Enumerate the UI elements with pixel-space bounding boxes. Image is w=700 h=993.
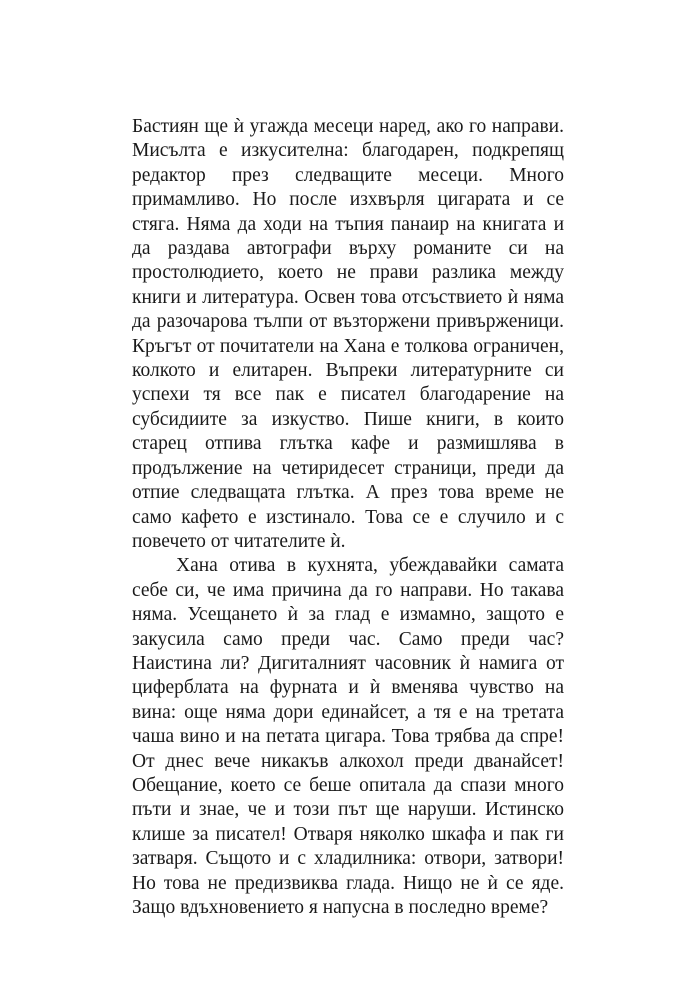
paragraph-1: Бастиян ще ѝ угажда месеци наред, ако го направи. Мисълта е изкусителна: благодарен, подкрепящ редактор през следващите месеци. Много примамливо. Но после изхвърля цигарата и се стяга. Няма да ходи на тъпия панаир на книгата и да раздава автографи върху романите си на простолюдието, което не прави разлика между книги и литература. Освен това отсъствието ѝ няма да разочарова тълпи от възторжени привърженици. Кръгът от почитатели на Хана е толкова ограничен, колкото и елитарен. Въпреки литературните си успехи тя все пак е писател благодарение на субсидиите за изкуство. Пише книги, в които старец отпива глътка кафе и размишлява в продължение на четиридесет страници, преди да отпие следващата глътка. А през това време не само кафето е изстинало. Това се е случило и с повечето от читателите ѝ. — [132, 116, 564, 552]
paragraph-2: Хана отива в кухнята, убеждавайки самата себе си, че има причина да го направи. Но такава няма. Усещането ѝ за глад е измамно, защото е закусила само преди час. Само преди час? Наистина ли? Дигиталният часовник ѝ намига от циферблата на фурната и ѝ вменява чувство на вина: още няма дори единайсет, а тя е на третата чаша вино и на петата цигара. Това трябва да спре! От днес вече никакъв алкохол преди дванайсет! Обещание, което се беше опитала да спази много пъти и знае, че и този път ще наруши. Истинско клише за писател! Отваря няколко шкафа и пак ги затваря. Същото и с хладилника: отвори, затвори! Но това не предизвиква глада. Нищо не ѝ се яде. Защо вдъхновението я напусна в последно време? — [132, 555, 564, 918]
page-text — [132, 115, 564, 920]
